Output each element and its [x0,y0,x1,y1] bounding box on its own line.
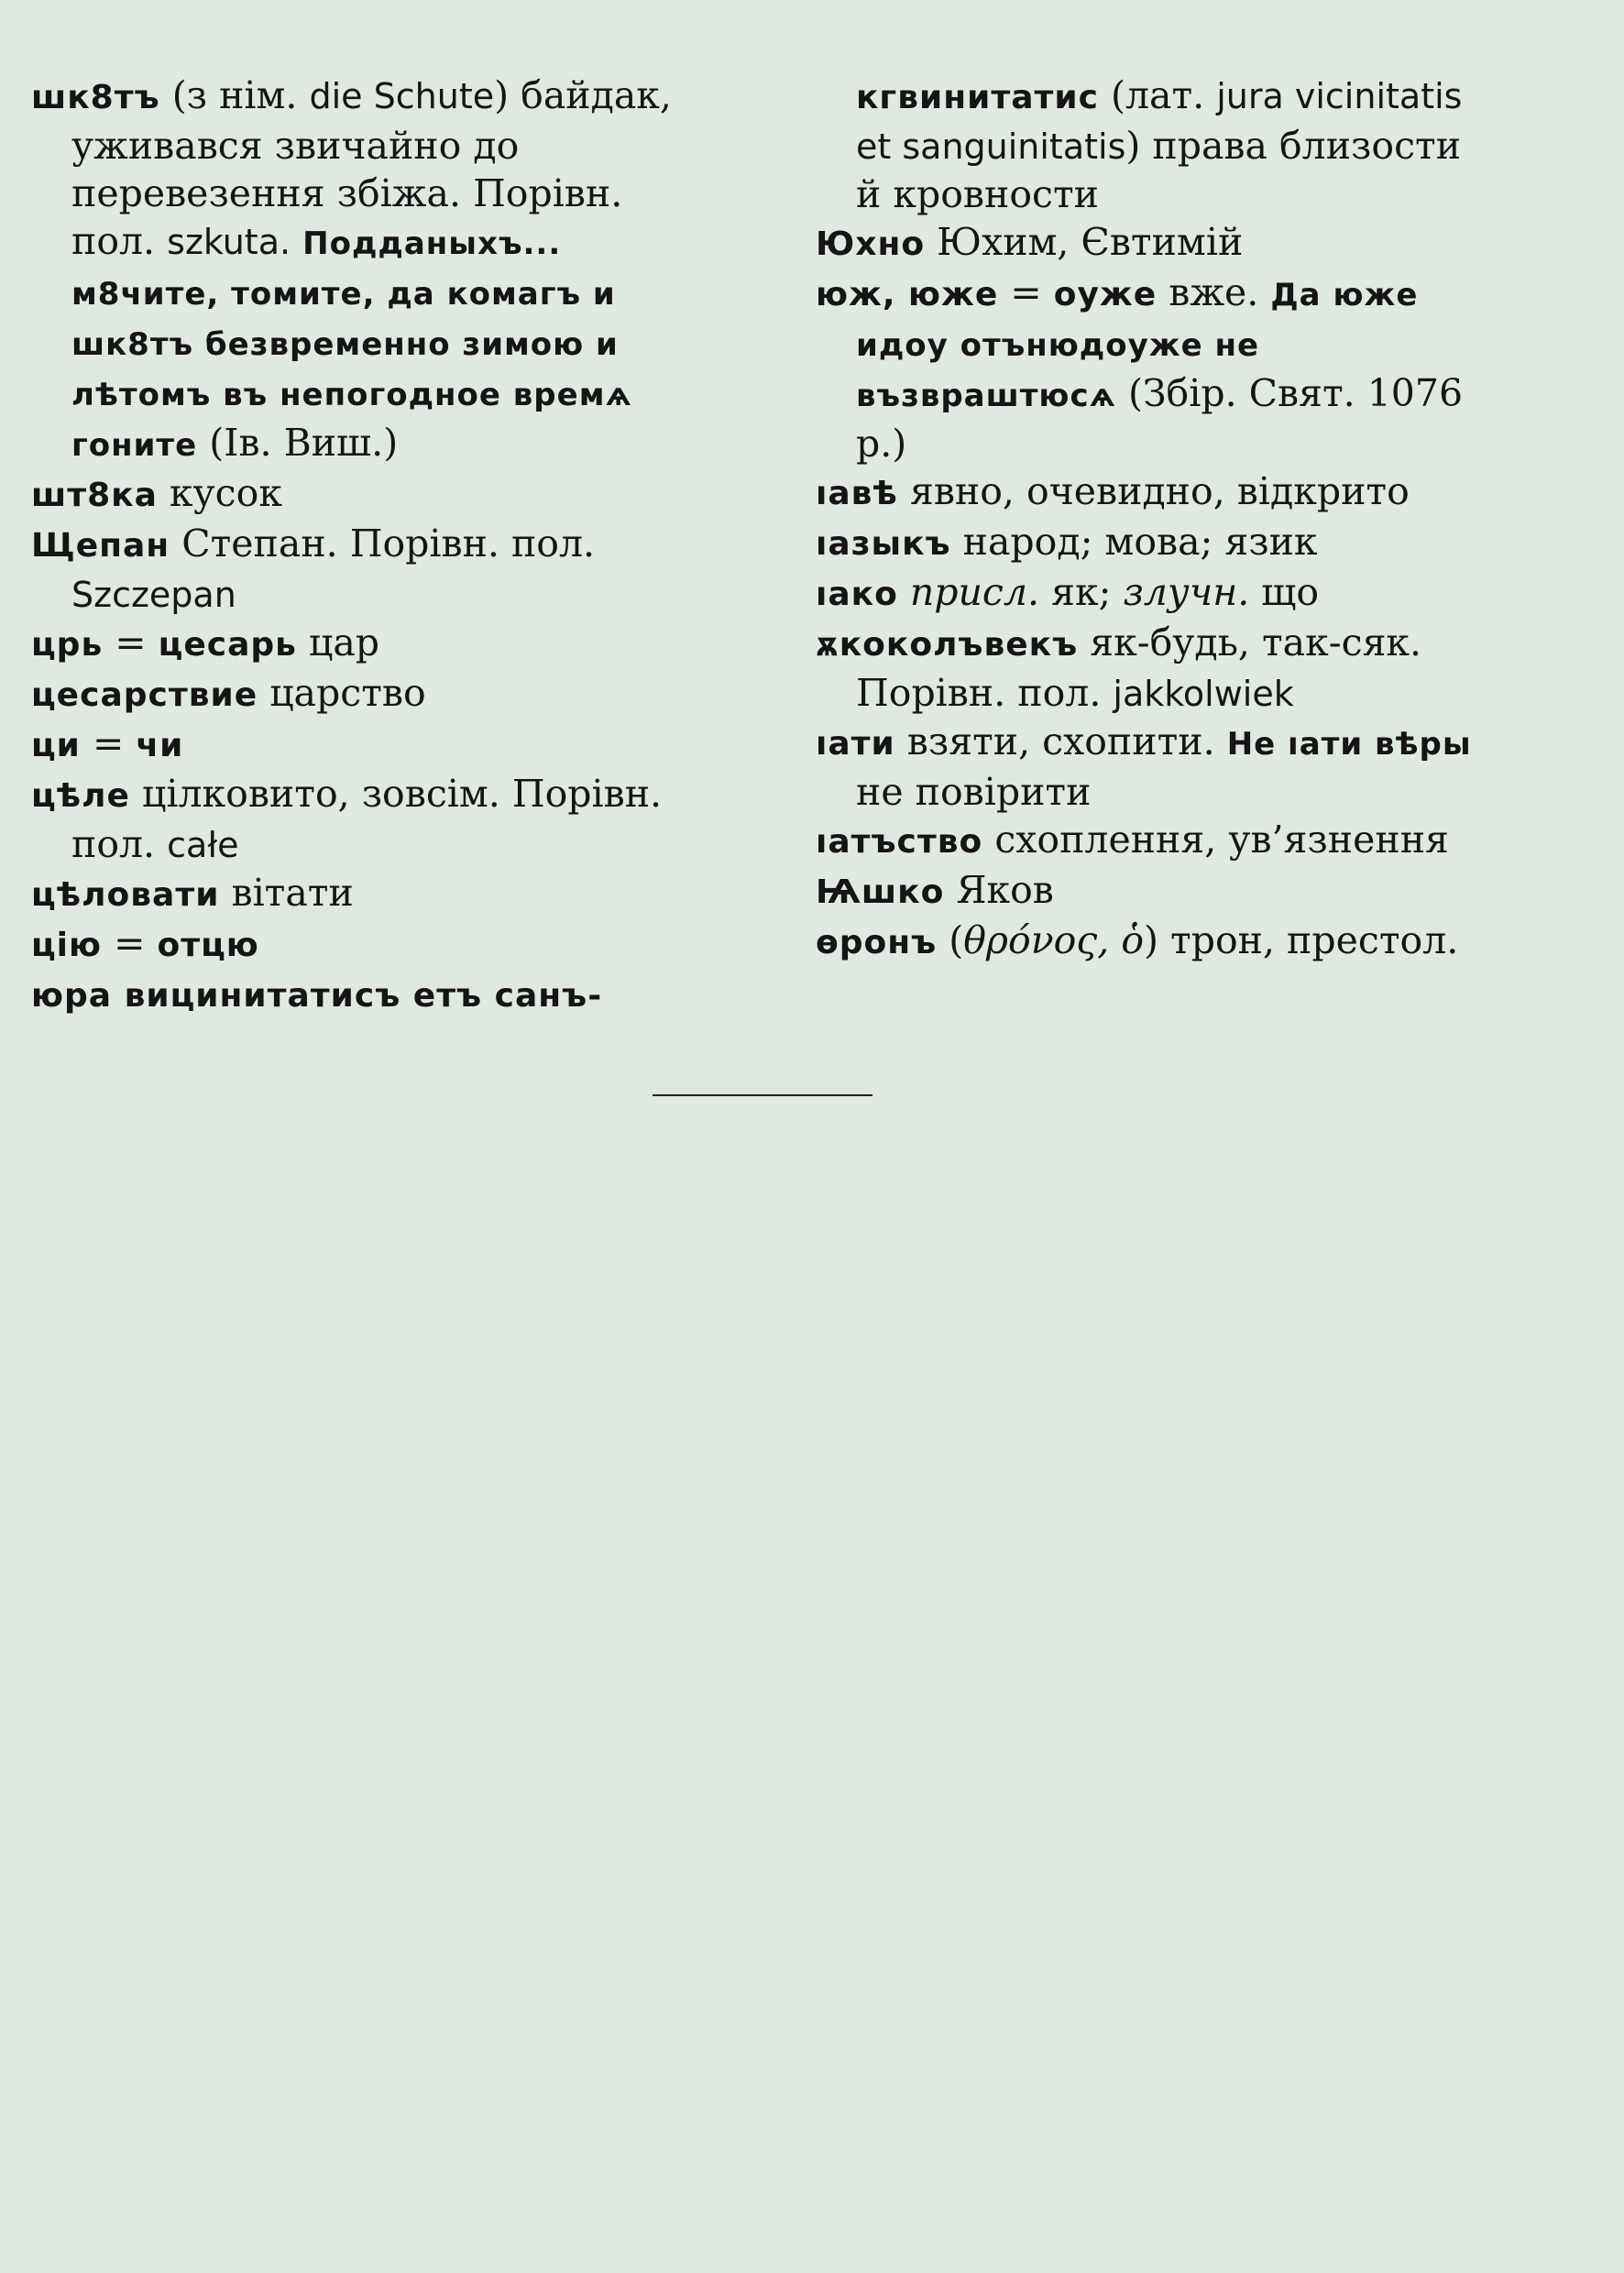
headword: ıако [816,576,898,613]
equals-sign: = [114,921,146,965]
entry-yukhno [816,218,1496,269]
definition: ) байдак, уживався звичайно до перевезення збіжа. Порівн. пол. [71,73,672,263]
headword: Юхно [816,225,926,263]
definition: Степан. Порівн. пол. [181,522,596,566]
source: (Ів. Виш.) [209,421,399,465]
definition: вже. [1169,270,1259,314]
definition: взяти, схопити. [906,719,1215,763]
headword: ѫкоколъвекъ [816,626,1079,664]
greek-word: θρόνος, ὁ [963,918,1145,962]
foreign-word: Szczepan [71,575,236,615]
headword: шк8тъ [31,79,160,116]
headword: цѣловати [31,876,220,914]
equivalent: чи [136,727,184,764]
entry-yatstvo [816,816,1496,866]
foreign-word: szkuta. [167,222,291,262]
quotation: Да юже идоу отънюдоуже не възвраштюсѧ [856,277,1419,414]
equivalent: оуже [1053,276,1158,313]
definition: цілковито, зовсім. Порівн. пол. [71,772,663,866]
foreign-word: jura vicinitatis et sanguinitatis [856,76,1463,167]
foreign-word: jakkolwiek [1113,674,1294,714]
definition: вітати [231,871,354,915]
headword: кгвинитатис [856,79,1099,116]
headword: юж, юже [816,276,999,313]
definition: народ; мова; язик [962,520,1318,564]
definition: Яков [956,868,1054,912]
entry-yazyk [816,518,1496,568]
entry-shkut [31,71,709,469]
headword: цію [31,927,103,964]
headword: Щепан [31,527,170,565]
definition: схоплення, ув’язнення [994,818,1449,862]
entry-yave [816,467,1496,518]
quotation: Не ıати вѣры [1226,726,1472,763]
equivalent: цесарь [158,626,297,664]
closing-rule [653,1094,872,1096]
headword: ıатъство [816,823,983,861]
definition: кусок [169,471,282,515]
definition: (лат. [1110,73,1205,117]
equals-sign: = [1010,270,1042,314]
definition: ( [949,918,964,962]
headword: ѳронъ [816,924,938,961]
entry-tsesarstvie [31,669,709,719]
entry-tsr [31,619,709,669]
definition: Юхим, Євтимій [937,220,1244,264]
headword: цѣле [31,777,130,815]
quotation: Подданыхъ... м8чите, томите, да комагъ и шк8тъ безвременно зимою и лѣтомъ въ непогодное времѧ гоните [71,225,632,464]
definition: (з нім. [171,73,298,117]
entry-yakokolvek [816,619,1496,718]
headword: юра вицинитатисъ етъ санъ- [31,977,603,1015]
definition: не повірити [856,770,1092,814]
equals-sign: = [115,620,147,664]
foreign-word: die Schute [309,76,495,116]
definition: ) права близости й кровности [856,124,1462,216]
headword: ıазыкъ [816,525,951,563]
headword: ıавѣ [816,475,898,512]
right-column [816,71,1496,967]
definition: царство [269,671,426,715]
equals-sign: = [92,721,125,765]
headword: црь [31,626,104,664]
abbreviation: злучн. [1123,570,1250,614]
entry-yuzh [816,269,1496,467]
foreign-word: całe [167,825,239,865]
entry-yati [816,718,1496,816]
entry-yako [816,568,1496,619]
entry-tsiyu [31,919,709,970]
definition: як; [1051,570,1112,614]
entry-yashko [816,866,1496,917]
entry-yura [31,970,709,1020]
left-column [31,71,709,1020]
equivalent: отцю [157,927,259,964]
definition: явно, очевидно, відкрито [909,469,1410,513]
headword: ци [31,727,81,764]
entry-thron [816,917,1496,967]
definition: цар [308,620,380,664]
definition: як-будь, так-сяк. Порівн. пол. [856,620,1422,715]
abbreviation: присл. [909,570,1040,614]
definition: ) трон, престол. [1144,918,1459,962]
entry-shchepan [31,520,709,619]
entry-shtuka [31,469,709,520]
headword: ıати [816,725,895,763]
entry-tselovati [31,869,709,919]
source: (Збір. Свят. 1076 р.) [856,371,1464,466]
headword: Ѩшко [816,873,945,911]
headword: цесарствие [31,676,258,714]
entry-tsi [31,719,709,770]
entry-tsele [31,770,709,869]
entry-kgvinitatis [816,71,1496,218]
headword: шт8ка [31,477,158,514]
definition: що [1261,570,1320,614]
